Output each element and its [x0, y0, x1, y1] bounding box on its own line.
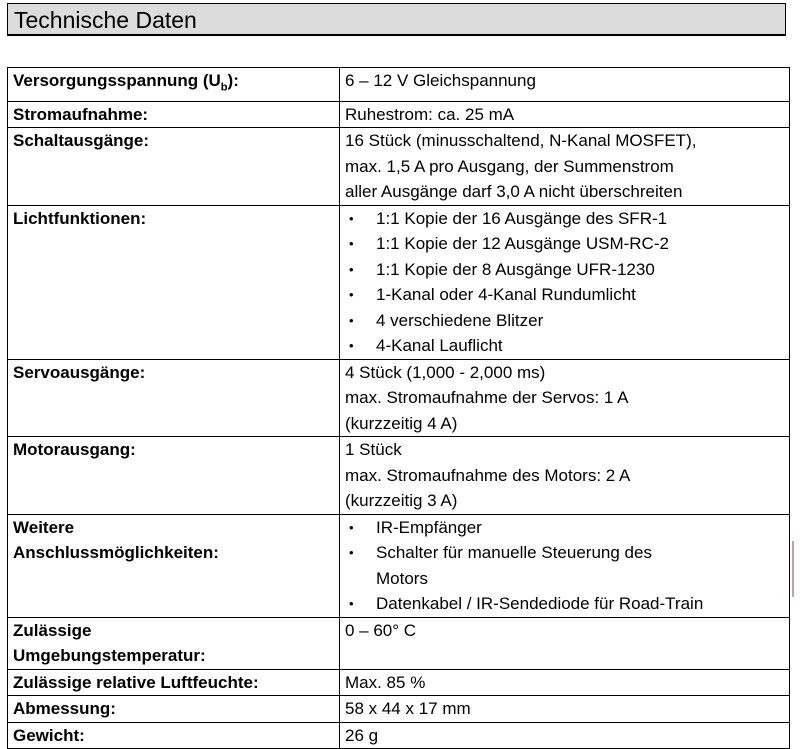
table-row [8, 669, 790, 696]
list-item [345, 282, 789, 308]
list-item-text: 4 verschiedene Blitzer [376, 310, 544, 330]
list-item [345, 231, 789, 257]
section-header [7, 3, 786, 36]
list-item [345, 257, 789, 283]
bullet-icon: • [349, 545, 354, 561]
spec-value-cell [340, 359, 790, 437]
list-item-text: Datenkabel / IR-Sendediode für Road-Train [376, 594, 704, 614]
spec-value: 4 Stück (1,000 - 2,000 ms) [345, 362, 546, 382]
bullet-icon: • [349, 210, 354, 226]
spec-label-cell [8, 205, 340, 359]
list-item-text: 1:1 Kopie der 12 Ausgänge USM-RC-2 [376, 234, 669, 254]
spec-label-cell [8, 68, 340, 102]
spec-value-cell [340, 101, 790, 128]
list-item [345, 333, 789, 359]
bullet-icon: • [349, 236, 354, 252]
spec-label: Stromaufnahme: [13, 104, 149, 124]
spec-value-cell [340, 437, 790, 515]
table-row [8, 617, 790, 669]
table-row [8, 696, 790, 723]
spec-value-cell [340, 722, 790, 749]
list-item-text: Schalter für manuelle Steuerung des [376, 543, 652, 563]
spec-value: Max. 85 % [345, 672, 426, 692]
spec-label-cell [8, 359, 340, 437]
spec-value: max. 1,5 A pro Ausgang, der Summenstrom [345, 156, 674, 176]
bullet-icon: • [349, 287, 354, 303]
list-item [345, 308, 789, 334]
spec-label-cell [8, 101, 340, 128]
bullet-icon: • [349, 338, 354, 354]
table-row [8, 437, 790, 515]
spec-value: 6 – 12 V Gleichspannung [345, 71, 536, 90]
section-title: Technische Daten [14, 7, 197, 33]
spec-label: Anschlussmöglichkeiten: [13, 543, 219, 563]
spec-label: Versorgungsspannung $(U_b)$: [13, 71, 239, 94]
table-row [8, 359, 790, 437]
spec-label-cell [8, 669, 340, 696]
spec-value: 26 g [345, 725, 379, 745]
spec-value-cell [340, 128, 790, 206]
table-row [8, 68, 790, 102]
list-item [345, 515, 789, 541]
bullet-icon: • [349, 596, 354, 612]
spec-label: Gewicht: [13, 725, 85, 745]
bullet-list [345, 515, 789, 617]
bullet-list [345, 206, 789, 359]
spec-label: Lichtfunktionen: [13, 208, 147, 228]
list-item-text: 1:1 Kopie der 16 Ausgänge des SFR-1 [376, 208, 668, 228]
spec-table [7, 67, 790, 749]
list-item-text: 4-Kanal Lauflicht [376, 336, 503, 356]
spec-value-cell [340, 696, 790, 723]
table-row [8, 514, 790, 617]
spec-label: Zulässige relative Luftfeuchte: [13, 672, 259, 692]
spec-label-cell [8, 696, 340, 723]
spec-label-cell [8, 437, 340, 515]
spec-label: Weitere [13, 517, 75, 537]
spec-label-cell [8, 514, 340, 617]
list-item [345, 206, 789, 232]
spec-label: Motorausgang: [13, 440, 136, 460]
spec-value-cell [340, 669, 790, 696]
list-item-text: 1:1 Kopie der 8 Ausgänge UFR-1230 [376, 259, 655, 279]
spec-value-cell [340, 205, 790, 359]
spec-value: (kurzzeitig 4 A) [345, 413, 458, 433]
spec-label: Umgebungstemperatur: [13, 646, 206, 666]
spec-value: 16 Stück (minusschaltend, N-Kanal MOSFET), [345, 131, 697, 151]
spec-value: 0 – 60° C [345, 620, 417, 640]
spec-label: Zulässige [13, 620, 92, 640]
list-item-text: IR-Empfänger [376, 517, 482, 537]
spec-label-cell [8, 128, 340, 206]
spec-label: Schaltausgänge: [13, 131, 150, 151]
spec-value: 1 Stück [345, 440, 402, 460]
spec-label: Abmessung: [13, 699, 116, 719]
table-row [8, 205, 790, 359]
bullet-icon: • [349, 519, 354, 535]
table-row [8, 101, 790, 128]
bullet-icon: • [349, 261, 354, 277]
spec-value-cell [340, 68, 790, 102]
list-item-text: Motors [376, 568, 428, 588]
spec-value-cell [340, 617, 790, 669]
spec-value-cell [340, 514, 790, 617]
table-row [8, 128, 790, 206]
margin-mark [792, 541, 794, 597]
spec-value: aller Ausgänge darf 3,0 A nicht überschreiten [345, 182, 683, 202]
list-item [345, 591, 789, 617]
list-item-text: 1-Kanal oder 4-Kanal Rundumlicht [376, 285, 636, 305]
spec-value: 58 x 44 x 17 mm [345, 699, 471, 719]
spec-value: max. Stromaufnahme des Motors: 2 A [345, 465, 631, 485]
spec-value: (kurzzeitig 3 A) [345, 491, 458, 511]
spec-label: Servoausgänge: [13, 362, 146, 382]
spec-value: Ruhestrom: ca. 25 mA [345, 104, 515, 124]
spec-label-cell [8, 722, 340, 749]
table-row [8, 722, 790, 749]
spec-value: max. Stromaufnahme der Servos: 1 A [345, 388, 629, 408]
bullet-icon: • [349, 312, 354, 328]
list-item [345, 540, 789, 591]
spec-label-cell [8, 617, 340, 669]
